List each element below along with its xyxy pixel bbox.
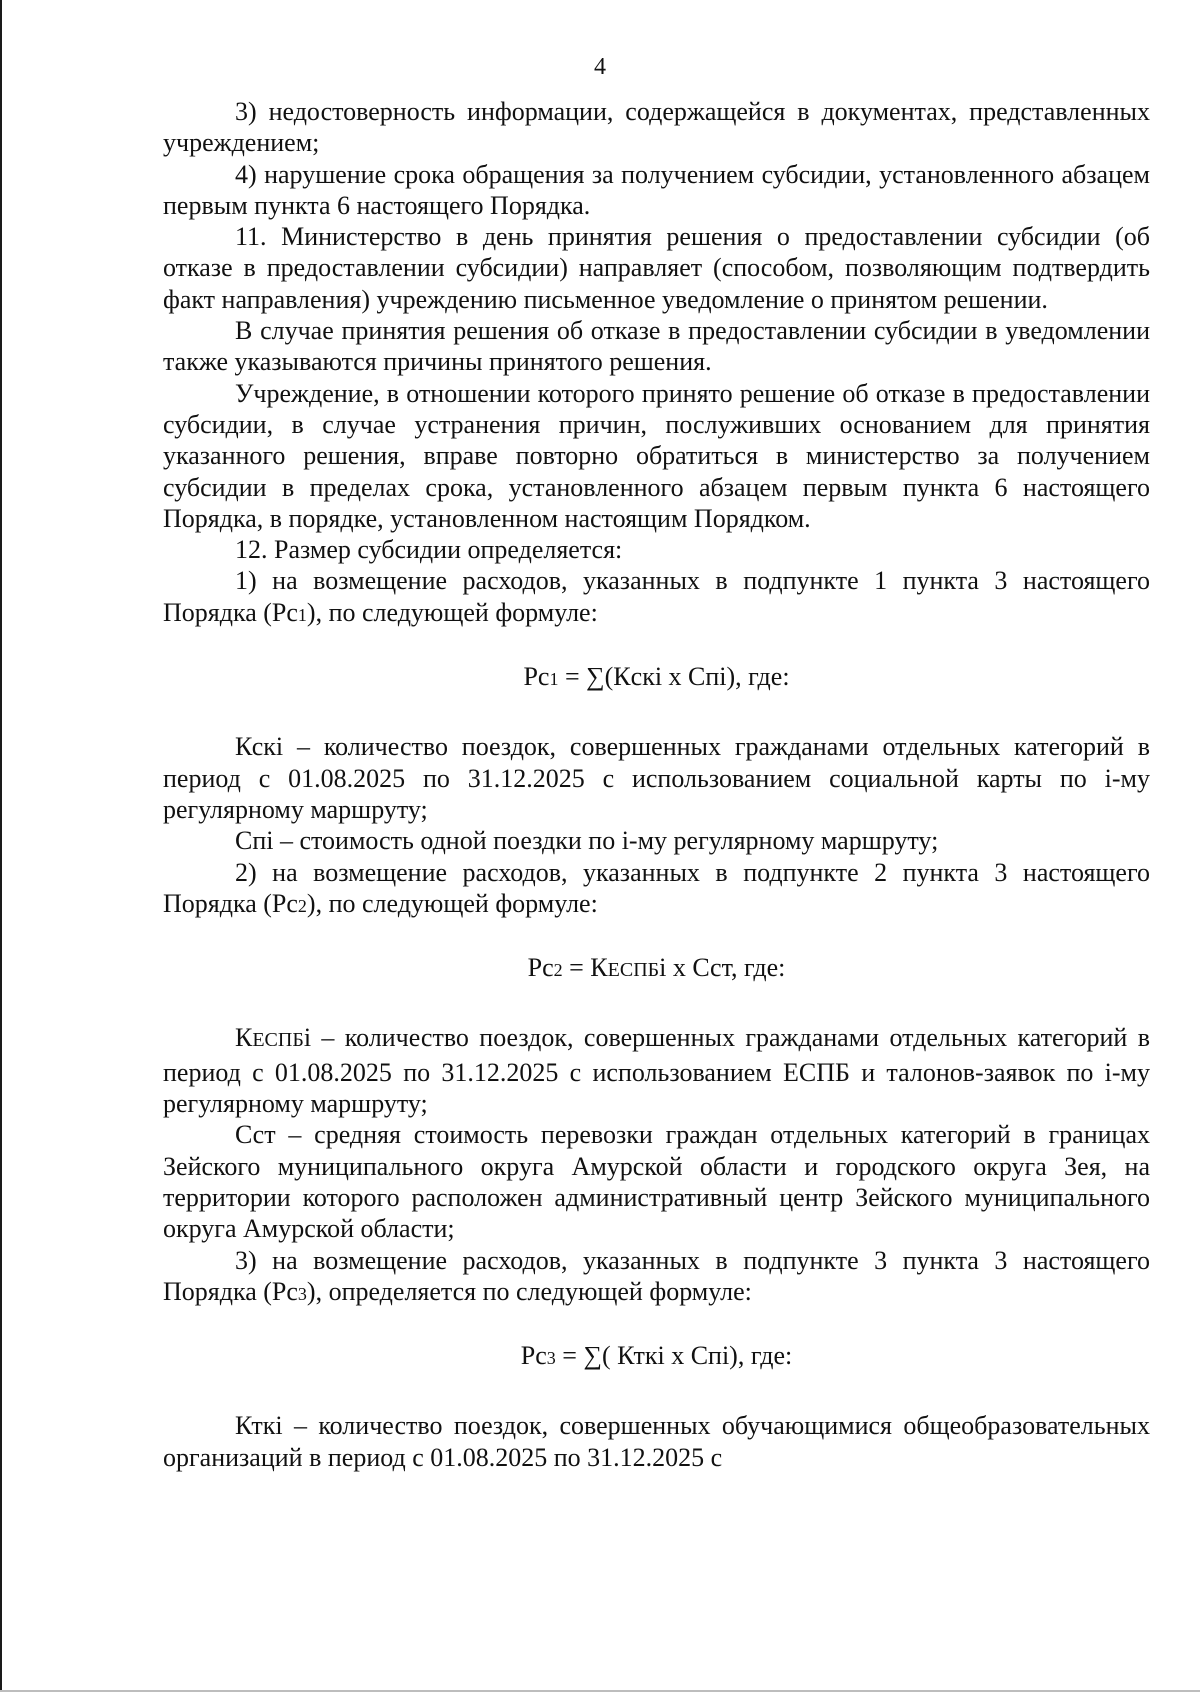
formula-3-subscript: 3 (546, 1348, 556, 1369)
subitem-1-subscript: 1 (297, 604, 307, 625)
paragraph-cpi-definition: Cпi – стоимость одной поездки по i-му регулярному маршруту; (235, 826, 939, 856)
paragraph-kski-definition: Кскi – количество поездок, совершенных гражданами отдельных категорий в период с 01.08.2025 по 31.12.2025 с использованием социальной карты по i-му регулярному маршруту; (163, 732, 1150, 824)
paragraph-item-3: 3) недостоверность информации, содержащейся в документах, представленных учреждением; (163, 97, 1150, 158)
subitem-3-subscript: 3 (297, 1283, 307, 1304)
formula-3-rest: = ∑( Кткi х Спi), где: (555, 1341, 793, 1371)
kespbi-text: i – количество поездок, совершенных гражданами отдельных категорий в период с 01.08.2025 по 31.12.2025 с использованием ЕСПБ и талонов-заявок по i-му регулярному маршруту; (163, 1023, 1150, 1119)
paragraph-refusal-notice: В случае принятия решения об отказе в предоставлении субсидии в уведомлении также указываются причины принятого решения. (163, 316, 1150, 377)
formula-1 (163, 661, 1150, 695)
formula-2 (163, 952, 1150, 986)
formula-1-base: Рс (523, 662, 550, 692)
paragraph-reapplication: Учреждение, в отношении которого принято решение об отказе в предоставлении субсидии, в случае устранения причин, послуживших основанием для принятия указанного решения, вправе повторно обратиться в министерство за получением субсидии в пределах срока, установленного абзацем первым пункта 6 настоящего Порядка, в порядке, установленном настоящим Порядком. (163, 378, 1150, 533)
paragraph-item-4: 4) нарушение срока обращения за получением субсидии, установленного абзацем первым пункта 6 настоящего Порядка. (163, 159, 1150, 220)
kespbi-letter: К (235, 1023, 253, 1053)
formula-2-smallcaps: ЕСПБ (607, 959, 660, 982)
paragraph-subitem-2 (163, 857, 1150, 923)
scan-edge-left (0, 0, 2, 1692)
paragraph-sst-definition: Сст – средняя стоимость перевозки граждан отдельных категорий в границах Зейского муниципального округа Амурской области и городского округа Зея, на территории которого расположен административный центр Зейского муниципального округа Амурской области; (163, 1120, 1150, 1244)
formula-1-rest: = ∑(Кcкi х Cпi), где: (558, 662, 790, 692)
formula-3-base: Рс (520, 1341, 547, 1371)
formula-2-subscript: 2 (553, 960, 563, 981)
formula-2-mid: = К (562, 953, 608, 983)
subitem-3-text-start: 3) на возмещение расходов, указанных в подпункте 3 пункта 3 настоящего Порядка (Рс (163, 1245, 1150, 1306)
formula-2-rest: i х Сст, где: (659, 953, 786, 983)
subitem-1-text-end: ), по следующей формуле: (306, 597, 598, 627)
page-number: 4 (594, 54, 606, 80)
paragraph-kespbi-definition (163, 1022, 1150, 1119)
subitem-2-text-start: 2) на возмещение расходов, указанных в подпункте 2 пункта 3 настоящего Порядка (Рс (163, 857, 1150, 918)
subitem-1-text-start: 1) на возмещение расходов, указанных в подпункте 1 пункта 3 настоящего Порядка (Рс (163, 566, 1150, 627)
formula-2-base: Рс (527, 953, 554, 983)
subitem-2-text-end: ), по следующей формуле: (306, 888, 598, 918)
paragraph-clause-11: 11. Министерство в день принятия решения о предоставлении субсидии (об отказе в предоставлении субсидии) направляет (способом, позволяющим подтвердить факт направления) учреждению письменное уведомление о принятом решении. (163, 222, 1150, 314)
paragraph-clause-12: 12. Размер субсидии определяется: (235, 535, 623, 565)
paragraph-subitem-1 (163, 565, 1150, 631)
formula-3 (163, 1340, 1150, 1374)
document-body (163, 96, 1150, 1473)
subitem-2-subscript: 2 (297, 895, 307, 916)
paragraph-subitem-3 (163, 1245, 1150, 1311)
kespbi-smallcaps: ЕСПБ (252, 1029, 304, 1052)
formula-1-subscript: 1 (549, 669, 559, 690)
paragraph-ktki-definition: Кткi – количество поездок, совершенных обучающимися общеобразовательных организаций в период с 01.08.2025 по 31.12.2025 с (163, 1411, 1150, 1472)
subitem-3-text-end: ), определяется по следующей формуле: (306, 1276, 752, 1306)
